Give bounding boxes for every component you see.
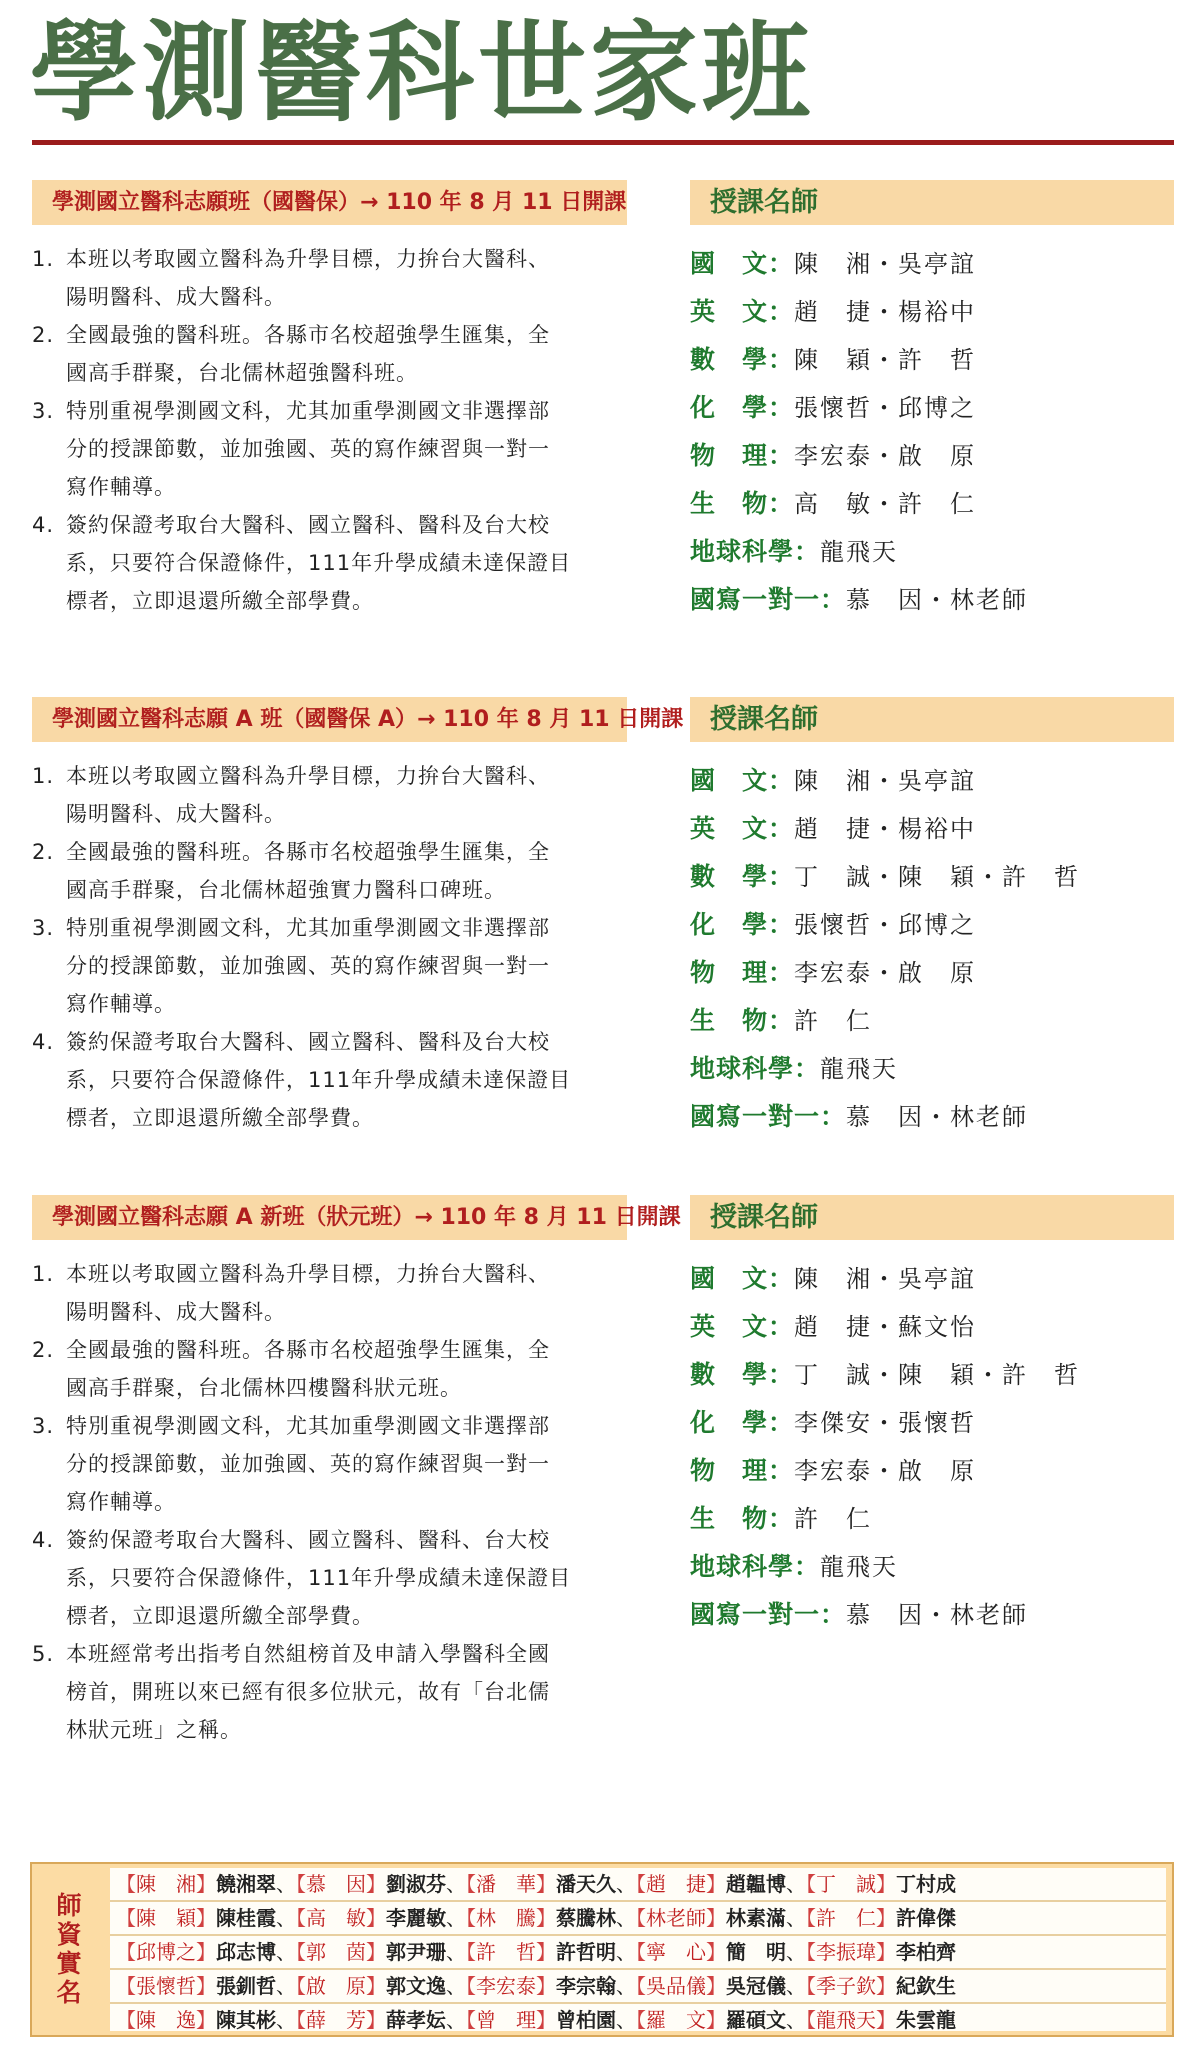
bracket-close: 】 bbox=[536, 1940, 556, 1964]
feature-line: 榜首，開班以來已經有很多位狀元，故有「台北儒 bbox=[66, 1680, 550, 1704]
subject-label: 國 文： bbox=[690, 766, 795, 795]
teacher-row bbox=[690, 288, 1190, 336]
stage-name: 許 哲 bbox=[476, 1940, 536, 1964]
subject-label: 數 學： bbox=[690, 345, 795, 374]
teacher-row bbox=[690, 1591, 1190, 1639]
teacher-row bbox=[690, 805, 1190, 853]
feature-line: 全國最強的醫科班。各縣市名校超強學生匯集，全 bbox=[66, 1338, 550, 1362]
bracket-close: 】 bbox=[536, 1906, 556, 1930]
bracket-close: 】 bbox=[706, 1872, 726, 1896]
stage-name: 慕 因 bbox=[306, 1872, 366, 1896]
stage-name: 郭 茵 bbox=[306, 1940, 366, 1964]
feature-list bbox=[32, 240, 642, 620]
real-name: 趙韞博 bbox=[726, 1872, 786, 1896]
teacher-row bbox=[690, 336, 1190, 384]
roster-row bbox=[110, 1970, 1166, 2004]
real-name: 饒湘翠 bbox=[216, 1872, 276, 1896]
teacher-row bbox=[690, 384, 1190, 432]
roster-entry bbox=[296, 1974, 466, 1998]
feature-line: 寫作輔導。 bbox=[66, 992, 176, 1016]
teacher-names: 陳 穎・許 哲 bbox=[794, 346, 977, 374]
teacher-row bbox=[690, 901, 1190, 949]
roster-entry bbox=[116, 1940, 296, 1964]
teacher-row bbox=[690, 480, 1190, 528]
feature-line: 分的授課節數，並加強國、英的寫作練習與一對一 bbox=[66, 437, 550, 461]
bracket-close: 】 bbox=[706, 1974, 726, 1998]
feature-number: 5. bbox=[32, 1642, 55, 1666]
bracket-open: 【 bbox=[296, 1906, 306, 1930]
roster-row bbox=[110, 1868, 1166, 1902]
feature-item bbox=[32, 316, 642, 392]
teacher-row bbox=[690, 576, 1190, 624]
teacher-names: 龍飛天 bbox=[820, 538, 899, 566]
roster-entry bbox=[636, 2008, 806, 2032]
bracket-open: 【 bbox=[466, 1940, 476, 1964]
stage-name: 羅 文 bbox=[646, 2008, 706, 2032]
roster-row bbox=[110, 2004, 1166, 2036]
bracket-open: 【 bbox=[636, 2008, 646, 2032]
page-title: 學測醫科世家班 bbox=[30, 10, 815, 136]
bracket-close: 】 bbox=[196, 1906, 216, 1930]
feature-line: 全國最強的醫科班。各縣市名校超強學生匯集，全 bbox=[66, 840, 550, 864]
stage-name: 曾 理 bbox=[476, 2008, 536, 2032]
feature-line: 國高手群聚，台北儒林超強實力醫科口碑班。 bbox=[66, 878, 506, 902]
stage-name: 李宏泰 bbox=[476, 1974, 536, 1998]
roster-entry bbox=[806, 1974, 956, 1998]
feature-line: 陽明醫科、成大醫科。 bbox=[66, 1300, 286, 1324]
roster-entry bbox=[466, 1940, 636, 1964]
feature-number: 2. bbox=[32, 323, 55, 347]
real-name: 朱雲龍 bbox=[896, 2008, 956, 2032]
real-name: 張釧哲 bbox=[216, 1974, 276, 1998]
teacher-names: 李宏泰・啟 原 bbox=[794, 1457, 977, 1485]
feature-line: 國高手群聚，台北儒林四樓醫科狀元班。 bbox=[66, 1376, 462, 1400]
teacher-row bbox=[690, 1255, 1190, 1303]
feature-number: 2. bbox=[32, 1338, 55, 1362]
section-heading: 學測國立醫科志願 A 班（國醫保 A）→ 110 年 8 月 11 日開課 bbox=[32, 697, 627, 742]
bracket-open: 【 bbox=[296, 1872, 306, 1896]
feature-line: 本班經常考出指考自然組榜首及申請入學醫科全國 bbox=[66, 1642, 550, 1666]
real-name: 許哲明 bbox=[556, 1940, 616, 1964]
bracket-close: 】 bbox=[876, 2008, 896, 2032]
feature-line: 寫作輔導。 bbox=[66, 475, 176, 499]
separator: 、 bbox=[276, 2008, 296, 2032]
teacher-names: 慕 因・林老師 bbox=[846, 1103, 1029, 1131]
stage-name: 潘 華 bbox=[476, 1872, 536, 1896]
feature-item bbox=[32, 1331, 642, 1407]
feature-line: 特別重視學測國文科，尤其加重學測國文非選擇部 bbox=[66, 1414, 550, 1438]
teacher-heading: 授課名師 bbox=[690, 697, 1174, 742]
teacher-row bbox=[690, 432, 1190, 480]
subject-label: 英 文： bbox=[690, 1312, 795, 1341]
feature-line: 全國最強的醫科班。各縣市名校超強學生匯集，全 bbox=[66, 323, 550, 347]
feature-item bbox=[32, 1635, 642, 1749]
bracket-close: 】 bbox=[876, 1872, 896, 1896]
bracket-open: 【 bbox=[116, 1906, 136, 1930]
teacher-heading: 授課名師 bbox=[690, 180, 1174, 225]
bracket-close: 】 bbox=[196, 1974, 216, 1998]
teacher-row bbox=[690, 240, 1190, 288]
separator: 、 bbox=[276, 1906, 296, 1930]
teacher-names: 慕 因・林老師 bbox=[846, 1601, 1029, 1629]
teacher-names: 許 仁 bbox=[794, 1505, 873, 1533]
feature-line: 系，只要符合保證條件，111年升學成績未達保證目 bbox=[66, 1068, 572, 1092]
feature-line: 標者，立即退還所繳全部學費。 bbox=[66, 1106, 374, 1130]
feature-number: 4. bbox=[32, 1528, 55, 1552]
real-name: 羅碩文 bbox=[726, 2008, 786, 2032]
feature-line: 陽明醫科、成大醫科。 bbox=[66, 285, 286, 309]
feature-item bbox=[32, 909, 642, 1023]
feature-line: 系，只要符合保證條件，111年升學成績未達保證目 bbox=[66, 1566, 572, 1590]
teacher-row bbox=[690, 757, 1190, 805]
feature-item bbox=[32, 240, 642, 316]
subject-label: 物 理： bbox=[690, 958, 795, 987]
subject-label: 物 理： bbox=[690, 441, 795, 470]
separator: 、 bbox=[616, 1974, 636, 1998]
real-name: 李麗敏 bbox=[386, 1906, 446, 1930]
bracket-open: 【 bbox=[636, 1940, 646, 1964]
bracket-open: 【 bbox=[116, 1940, 136, 1964]
bracket-open: 【 bbox=[296, 2008, 306, 2032]
subject-label: 英 文： bbox=[690, 814, 795, 843]
feature-line: 系，只要符合保證條件，111年升學成績未達保證目 bbox=[66, 551, 572, 575]
real-name: 許偉傑 bbox=[896, 1906, 956, 1930]
roster-entry bbox=[296, 1872, 466, 1896]
bracket-open: 【 bbox=[806, 1872, 816, 1896]
teacher-names: 李傑安・張懷哲 bbox=[794, 1409, 977, 1437]
bracket-close: 】 bbox=[706, 2008, 726, 2032]
bracket-open: 【 bbox=[116, 1974, 136, 1998]
feature-list bbox=[32, 1255, 642, 1749]
roster-label: 師資實名 bbox=[53, 1891, 82, 2008]
feature-line: 分的授課節數，並加強國、英的寫作練習與一對一 bbox=[66, 1452, 550, 1476]
feature-line: 特別重視學測國文科，尤其加重學測國文非選擇部 bbox=[66, 399, 550, 423]
feature-number: 4. bbox=[32, 1030, 55, 1054]
teacher-names: 張懷哲・邱博之 bbox=[794, 911, 977, 939]
feature-line: 標者，立即退還所繳全部學費。 bbox=[66, 1604, 374, 1628]
bracket-close: 】 bbox=[876, 1974, 896, 1998]
bracket-close: 】 bbox=[536, 1974, 556, 1998]
bracket-open: 【 bbox=[806, 1974, 816, 1998]
subject-label: 英 文： bbox=[690, 297, 795, 326]
stage-name: 吳品儀 bbox=[646, 1974, 706, 1998]
teacher-row bbox=[690, 1045, 1190, 1093]
section-heading: 學測國立醫科志願 A 新班（狀元班）→ 110 年 8 月 11 日開課 bbox=[32, 1195, 627, 1240]
teacher-row bbox=[690, 1351, 1190, 1399]
teacher-row bbox=[690, 949, 1190, 997]
feature-line: 國高手群聚，台北儒林超強醫科班。 bbox=[66, 361, 418, 385]
teacher-names: 龍飛天 bbox=[820, 1055, 899, 1083]
teacher-list bbox=[690, 240, 1190, 624]
real-name: 曾柏園 bbox=[556, 2008, 616, 2032]
bracket-close: 】 bbox=[536, 1872, 556, 1896]
separator: 、 bbox=[616, 1940, 636, 1964]
feature-number: 4. bbox=[32, 513, 55, 537]
teacher-names: 慕 因・林老師 bbox=[846, 586, 1029, 614]
subject-label: 地球科學： bbox=[690, 1552, 821, 1581]
bracket-open: 【 bbox=[296, 1974, 306, 1998]
subject-label: 化 學： bbox=[690, 1408, 795, 1437]
separator: 、 bbox=[786, 1940, 806, 1964]
separator: 、 bbox=[446, 1940, 466, 1964]
real-name: 丁村成 bbox=[896, 1872, 956, 1896]
feature-line: 本班以考取國立醫科為升學目標，力拚台大醫科、 bbox=[66, 764, 550, 788]
stage-name: 陳 湘 bbox=[136, 1872, 196, 1896]
feature-item bbox=[32, 833, 642, 909]
real-name: 郭尹珊 bbox=[386, 1940, 446, 1964]
separator: 、 bbox=[786, 2008, 806, 2032]
feature-line: 分的授課節數，並加強國、英的寫作練習與一對一 bbox=[66, 954, 550, 978]
roster-entry bbox=[116, 1872, 296, 1896]
teacher-row bbox=[690, 1303, 1190, 1351]
bracket-close: 】 bbox=[366, 2008, 386, 2032]
roster-entry bbox=[296, 1940, 466, 1964]
bracket-open: 【 bbox=[466, 2008, 476, 2032]
subject-label: 國寫一對一： bbox=[690, 585, 847, 614]
subject-label: 化 學： bbox=[690, 393, 795, 422]
feature-item bbox=[32, 1023, 642, 1137]
stage-name: 陳 穎 bbox=[136, 1906, 196, 1930]
feature-number: 2. bbox=[32, 840, 55, 864]
bracket-open: 【 bbox=[806, 1906, 816, 1930]
feature-number: 3. bbox=[32, 399, 55, 423]
separator: 、 bbox=[276, 1974, 296, 1998]
roster-entry bbox=[466, 1974, 636, 1998]
real-name: 劉淑芬 bbox=[386, 1872, 446, 1896]
separator: 、 bbox=[786, 1974, 806, 1998]
roster-entry bbox=[636, 1974, 806, 1998]
teacher-roster bbox=[30, 1862, 1174, 2037]
stage-name: 邱博之 bbox=[136, 1940, 196, 1964]
bracket-open: 【 bbox=[636, 1872, 646, 1896]
teacher-names: 陳 湘・吳亭誼 bbox=[794, 767, 977, 795]
real-name: 郭文逸 bbox=[386, 1974, 446, 1998]
bracket-close: 】 bbox=[536, 2008, 556, 2032]
real-name: 簡 明 bbox=[726, 1940, 786, 1964]
teacher-names: 丁 誠・陳 穎・許 哲 bbox=[794, 863, 1081, 891]
feature-item bbox=[32, 1407, 642, 1521]
stage-name: 趙 捷 bbox=[646, 1872, 706, 1896]
stage-name: 寧 心 bbox=[646, 1940, 706, 1964]
roster-entry bbox=[806, 1906, 956, 1930]
teacher-names: 龍飛天 bbox=[820, 1553, 899, 1581]
separator: 、 bbox=[616, 1906, 636, 1930]
separator: 、 bbox=[786, 1872, 806, 1896]
teacher-row bbox=[690, 1495, 1190, 1543]
bracket-open: 【 bbox=[466, 1906, 476, 1930]
bracket-close: 】 bbox=[196, 1940, 216, 1964]
roster-row bbox=[110, 1936, 1166, 1970]
bracket-open: 【 bbox=[466, 1872, 476, 1896]
roster-entry bbox=[116, 2008, 296, 2032]
bracket-open: 【 bbox=[116, 2008, 136, 2032]
roster-grid bbox=[110, 1868, 1166, 2031]
teacher-heading: 授課名師 bbox=[690, 1195, 1174, 1240]
bracket-open: 【 bbox=[806, 1940, 816, 1964]
stage-name: 高 敏 bbox=[306, 1906, 366, 1930]
roster-entry bbox=[116, 1906, 296, 1930]
feature-item bbox=[32, 392, 642, 506]
roster-entry bbox=[636, 1940, 806, 1964]
teacher-row bbox=[690, 528, 1190, 576]
feature-line: 林狀元班」之稱。 bbox=[66, 1718, 242, 1742]
feature-item bbox=[32, 1521, 642, 1635]
feature-line: 簽約保證考取台大醫科、國立醫科、醫科及台大校 bbox=[66, 1030, 550, 1054]
feature-list bbox=[32, 757, 642, 1137]
roster-entry bbox=[116, 1974, 296, 1998]
teacher-names: 高 敏・許 仁 bbox=[794, 490, 977, 518]
stage-name: 許 仁 bbox=[816, 1906, 876, 1930]
subject-label: 地球科學： bbox=[690, 537, 821, 566]
bracket-close: 】 bbox=[366, 1974, 386, 1998]
stage-name: 李振瑋 bbox=[816, 1940, 876, 1964]
bracket-close: 】 bbox=[706, 1940, 726, 1964]
feature-line: 寫作輔導。 bbox=[66, 1490, 176, 1514]
stage-name: 啟 原 bbox=[306, 1974, 366, 1998]
subject-label: 地球科學： bbox=[690, 1054, 821, 1083]
subject-label: 物 理： bbox=[690, 1456, 795, 1485]
subject-label: 國寫一對一： bbox=[690, 1102, 847, 1131]
real-name: 陳其彬 bbox=[216, 2008, 276, 2032]
roster-entry bbox=[466, 1872, 636, 1896]
stage-name: 薛 芳 bbox=[306, 2008, 366, 2032]
real-name: 蔡騰林 bbox=[556, 1906, 616, 1930]
feature-line: 本班以考取國立醫科為升學目標，力拚台大醫科、 bbox=[66, 247, 550, 271]
separator: 、 bbox=[446, 2008, 466, 2032]
subject-label: 生 物： bbox=[690, 489, 795, 518]
separator: 、 bbox=[276, 1940, 296, 1964]
teacher-row bbox=[690, 1447, 1190, 1495]
bracket-open: 【 bbox=[296, 1940, 306, 1964]
separator: 、 bbox=[786, 1906, 806, 1930]
feature-number: 1. bbox=[32, 764, 55, 788]
roster-entry bbox=[806, 1940, 956, 1964]
stage-name: 季子欽 bbox=[816, 1974, 876, 1998]
subject-label: 國 文： bbox=[690, 1264, 795, 1293]
teacher-list bbox=[690, 757, 1190, 1141]
stage-name: 龍飛天 bbox=[816, 2008, 876, 2032]
subject-label: 國寫一對一： bbox=[690, 1600, 847, 1629]
bracket-close: 】 bbox=[366, 1940, 386, 1964]
teacher-names: 許 仁 bbox=[794, 1007, 873, 1035]
roster-entry bbox=[296, 1906, 466, 1930]
real-name: 邱志博 bbox=[216, 1940, 276, 1964]
roster-entry bbox=[806, 2008, 956, 2032]
teacher-names: 趙 捷・楊裕中 bbox=[794, 298, 977, 326]
feature-item bbox=[32, 1255, 642, 1331]
feature-line: 標者，立即退還所繳全部學費。 bbox=[66, 589, 374, 613]
title-divider bbox=[32, 140, 1174, 145]
real-name: 陳桂霞 bbox=[216, 1906, 276, 1930]
separator: 、 bbox=[446, 1974, 466, 1998]
teacher-names: 張懷哲・邱博之 bbox=[794, 394, 977, 422]
bracket-close: 】 bbox=[196, 2008, 216, 2032]
subject-label: 數 學： bbox=[690, 1360, 795, 1389]
subject-label: 化 學： bbox=[690, 910, 795, 939]
separator: 、 bbox=[446, 1906, 466, 1930]
bracket-open: 【 bbox=[466, 1974, 476, 1998]
bracket-close: 】 bbox=[876, 1906, 896, 1930]
teacher-names: 李宏泰・啟 原 bbox=[794, 959, 977, 987]
teacher-row bbox=[690, 853, 1190, 901]
section-heading: 學測國立醫科志願班（國醫保）→ 110 年 8 月 11 日開課 bbox=[32, 180, 627, 225]
bracket-open: 【 bbox=[636, 1906, 646, 1930]
teacher-row bbox=[690, 1093, 1190, 1141]
stage-name: 陳 逸 bbox=[136, 2008, 196, 2032]
feature-item bbox=[32, 757, 642, 833]
feature-line: 陽明醫科、成大醫科。 bbox=[66, 802, 286, 826]
feature-number: 3. bbox=[32, 916, 55, 940]
feature-line: 特別重視學測國文科，尤其加重學測國文非選擇部 bbox=[66, 916, 550, 940]
stage-name: 丁 誠 bbox=[816, 1872, 876, 1896]
teacher-names: 趙 捷・楊裕中 bbox=[794, 815, 977, 843]
separator: 、 bbox=[446, 1872, 466, 1896]
feature-line: 簽約保證考取台大醫科、國立醫科、醫科、台大校 bbox=[66, 1528, 550, 1552]
separator: 、 bbox=[616, 1872, 636, 1896]
bracket-open: 【 bbox=[806, 2008, 816, 2032]
feature-item bbox=[32, 506, 642, 620]
bracket-close: 】 bbox=[366, 1906, 386, 1930]
roster-row bbox=[110, 1902, 1166, 1936]
teacher-names: 陳 湘・吳亭誼 bbox=[794, 250, 977, 278]
teacher-row bbox=[690, 1543, 1190, 1591]
real-name: 李柏齊 bbox=[896, 1940, 956, 1964]
bracket-open: 【 bbox=[636, 1974, 646, 1998]
feature-number: 1. bbox=[32, 247, 55, 271]
feature-line: 本班以考取國立醫科為升學目標，力拚台大醫科、 bbox=[66, 1262, 550, 1286]
feature-line: 簽約保證考取台大醫科、國立醫科、醫科及台大校 bbox=[66, 513, 550, 537]
feature-number: 1. bbox=[32, 1262, 55, 1286]
subject-label: 生 物： bbox=[690, 1504, 795, 1533]
roster-entry bbox=[636, 1906, 806, 1930]
separator: 、 bbox=[616, 2008, 636, 2032]
real-name: 薛孝妘 bbox=[386, 2008, 446, 2032]
subject-label: 數 學： bbox=[690, 862, 795, 891]
bracket-close: 】 bbox=[196, 1872, 216, 1896]
separator: 、 bbox=[276, 1872, 296, 1896]
roster-entry bbox=[466, 2008, 636, 2032]
teacher-names: 丁 誠・陳 穎・許 哲 bbox=[794, 1361, 1081, 1389]
real-name: 李宗翰 bbox=[556, 1974, 616, 1998]
roster-entry bbox=[296, 2008, 466, 2032]
teacher-list bbox=[690, 1255, 1190, 1639]
roster-entry bbox=[466, 1906, 636, 1930]
real-name: 紀欽生 bbox=[896, 1974, 956, 1998]
teacher-names: 趙 捷・蘇文怡 bbox=[794, 1313, 977, 1341]
bracket-close: 】 bbox=[876, 1940, 896, 1964]
teacher-names: 陳 湘・吳亭誼 bbox=[794, 1265, 977, 1293]
roster-entry bbox=[806, 1872, 956, 1896]
stage-name: 林 騰 bbox=[476, 1906, 536, 1930]
subject-label: 生 物： bbox=[690, 1006, 795, 1035]
bracket-close: 】 bbox=[366, 1872, 386, 1896]
bracket-open: 【 bbox=[116, 1872, 136, 1896]
real-name: 林素滿 bbox=[726, 1906, 786, 1930]
teacher-names: 李宏泰・啟 原 bbox=[794, 442, 977, 470]
bracket-close: 】 bbox=[706, 1906, 726, 1930]
stage-name: 林老師 bbox=[646, 1906, 706, 1930]
feature-number: 3. bbox=[32, 1414, 55, 1438]
real-name: 潘天久 bbox=[556, 1872, 616, 1896]
subject-label: 國 文： bbox=[690, 249, 795, 278]
teacher-row bbox=[690, 1399, 1190, 1447]
real-name: 吳冠儀 bbox=[726, 1974, 786, 1998]
stage-name: 張懷哲 bbox=[136, 1974, 196, 1998]
roster-entry bbox=[636, 1872, 806, 1896]
teacher-row bbox=[690, 997, 1190, 1045]
